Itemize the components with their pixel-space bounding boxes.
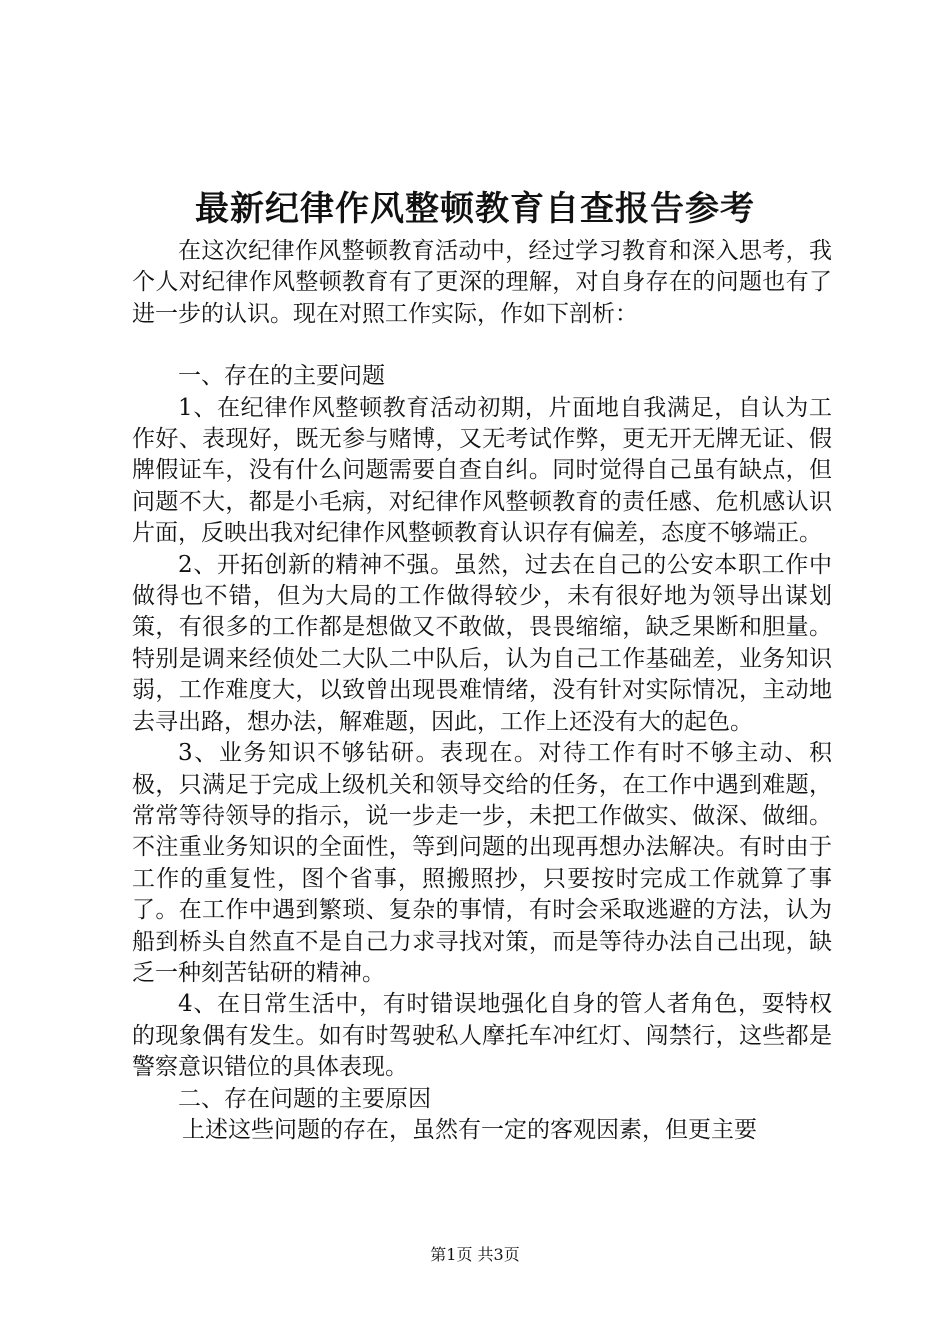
- item-paragraph-2: 2、开拓创新的精神不强。虽然，过去在自己的公安本职工作中做得也不错，但为大局的工作做得较少，未有很好地为领导出谋划策，有很多的工作都是想做又不敢做，畏畏缩缩，缺乏果断和胆量。特别是调来经侦处二大队二中队后，认为自己工作基础差，业务知识弱，工作难度大，以致曾出现畏难情绪，没有针对实际情况，主动地去寻出路，想办法，解难题，因此，工作上还没有大的起色。: [132, 551, 832, 735]
- section-heading-2: 二、存在问题的主要原因: [178, 1085, 431, 1112]
- document-body: [132, 236, 832, 1146]
- section-heading-1: 一、存在的主要问题: [178, 363, 385, 390]
- section-2-paragraph: 上述这些问题的存在，虽然有一定的客观因素，但更主要: [182, 1116, 757, 1143]
- page-number-footer: 第1页 共3页: [430, 1245, 520, 1264]
- document-title: 最新纪律作风整顿教育自查报告参考: [195, 189, 755, 229]
- item-paragraph-3: 3、业务知识不够钻研。表现在。对待工作有时不够主动、积极，只满足于完成上级机关和领导交给的任务，在工作中遇到难题，常常等待领导的指示，说一步走一步，未把工作做实、做深、做细。不注重业务知识的全面性，等到问题的出现再想办法解决。有时由于工作的重复性，图个省事，照搬照抄，只要按时完成工作就算了事了。在工作中遇到繁琐、复杂的事情，有时会采取逃避的方法，认为船到桥头自然直不是自己力求寻找对策，而是等待办法自己出现，缺乏一种刻苦钻研的精神。: [132, 740, 832, 986]
- item-paragraph-1: 1、在纪律作风整顿教育活动初期，片面地自我满足，自认为工作好、表现好，既无参与赌博，又无考试作弊，更无开无牌无证、假牌假证车，没有什么问题需要自查自纠。同时觉得自己虽有缺点，但问题不大，都是小毛病，对纪律作风整顿教育的责任感、危机感认识片面，反映出我对纪律作风整顿教育认识存有偏差，态度不够端正。: [132, 394, 832, 547]
- item-paragraph-4: 4、在日常生活中，有时错误地强化自身的管人者角色，耍特权的现象偶有发生。如有时驾驶私人摩托车冲红灯、闯禁行，这些都是警察意识错位的具体表现。: [132, 991, 832, 1081]
- intro-paragraph: 在这次纪律作风整顿教育活动中，经过学习教育和深入思考，我个人对纪律作风整顿教育有了更深的理解，对自身存在的问题也有了进一步的认识。现在对照工作实际，作如下剖析：: [132, 238, 832, 327]
